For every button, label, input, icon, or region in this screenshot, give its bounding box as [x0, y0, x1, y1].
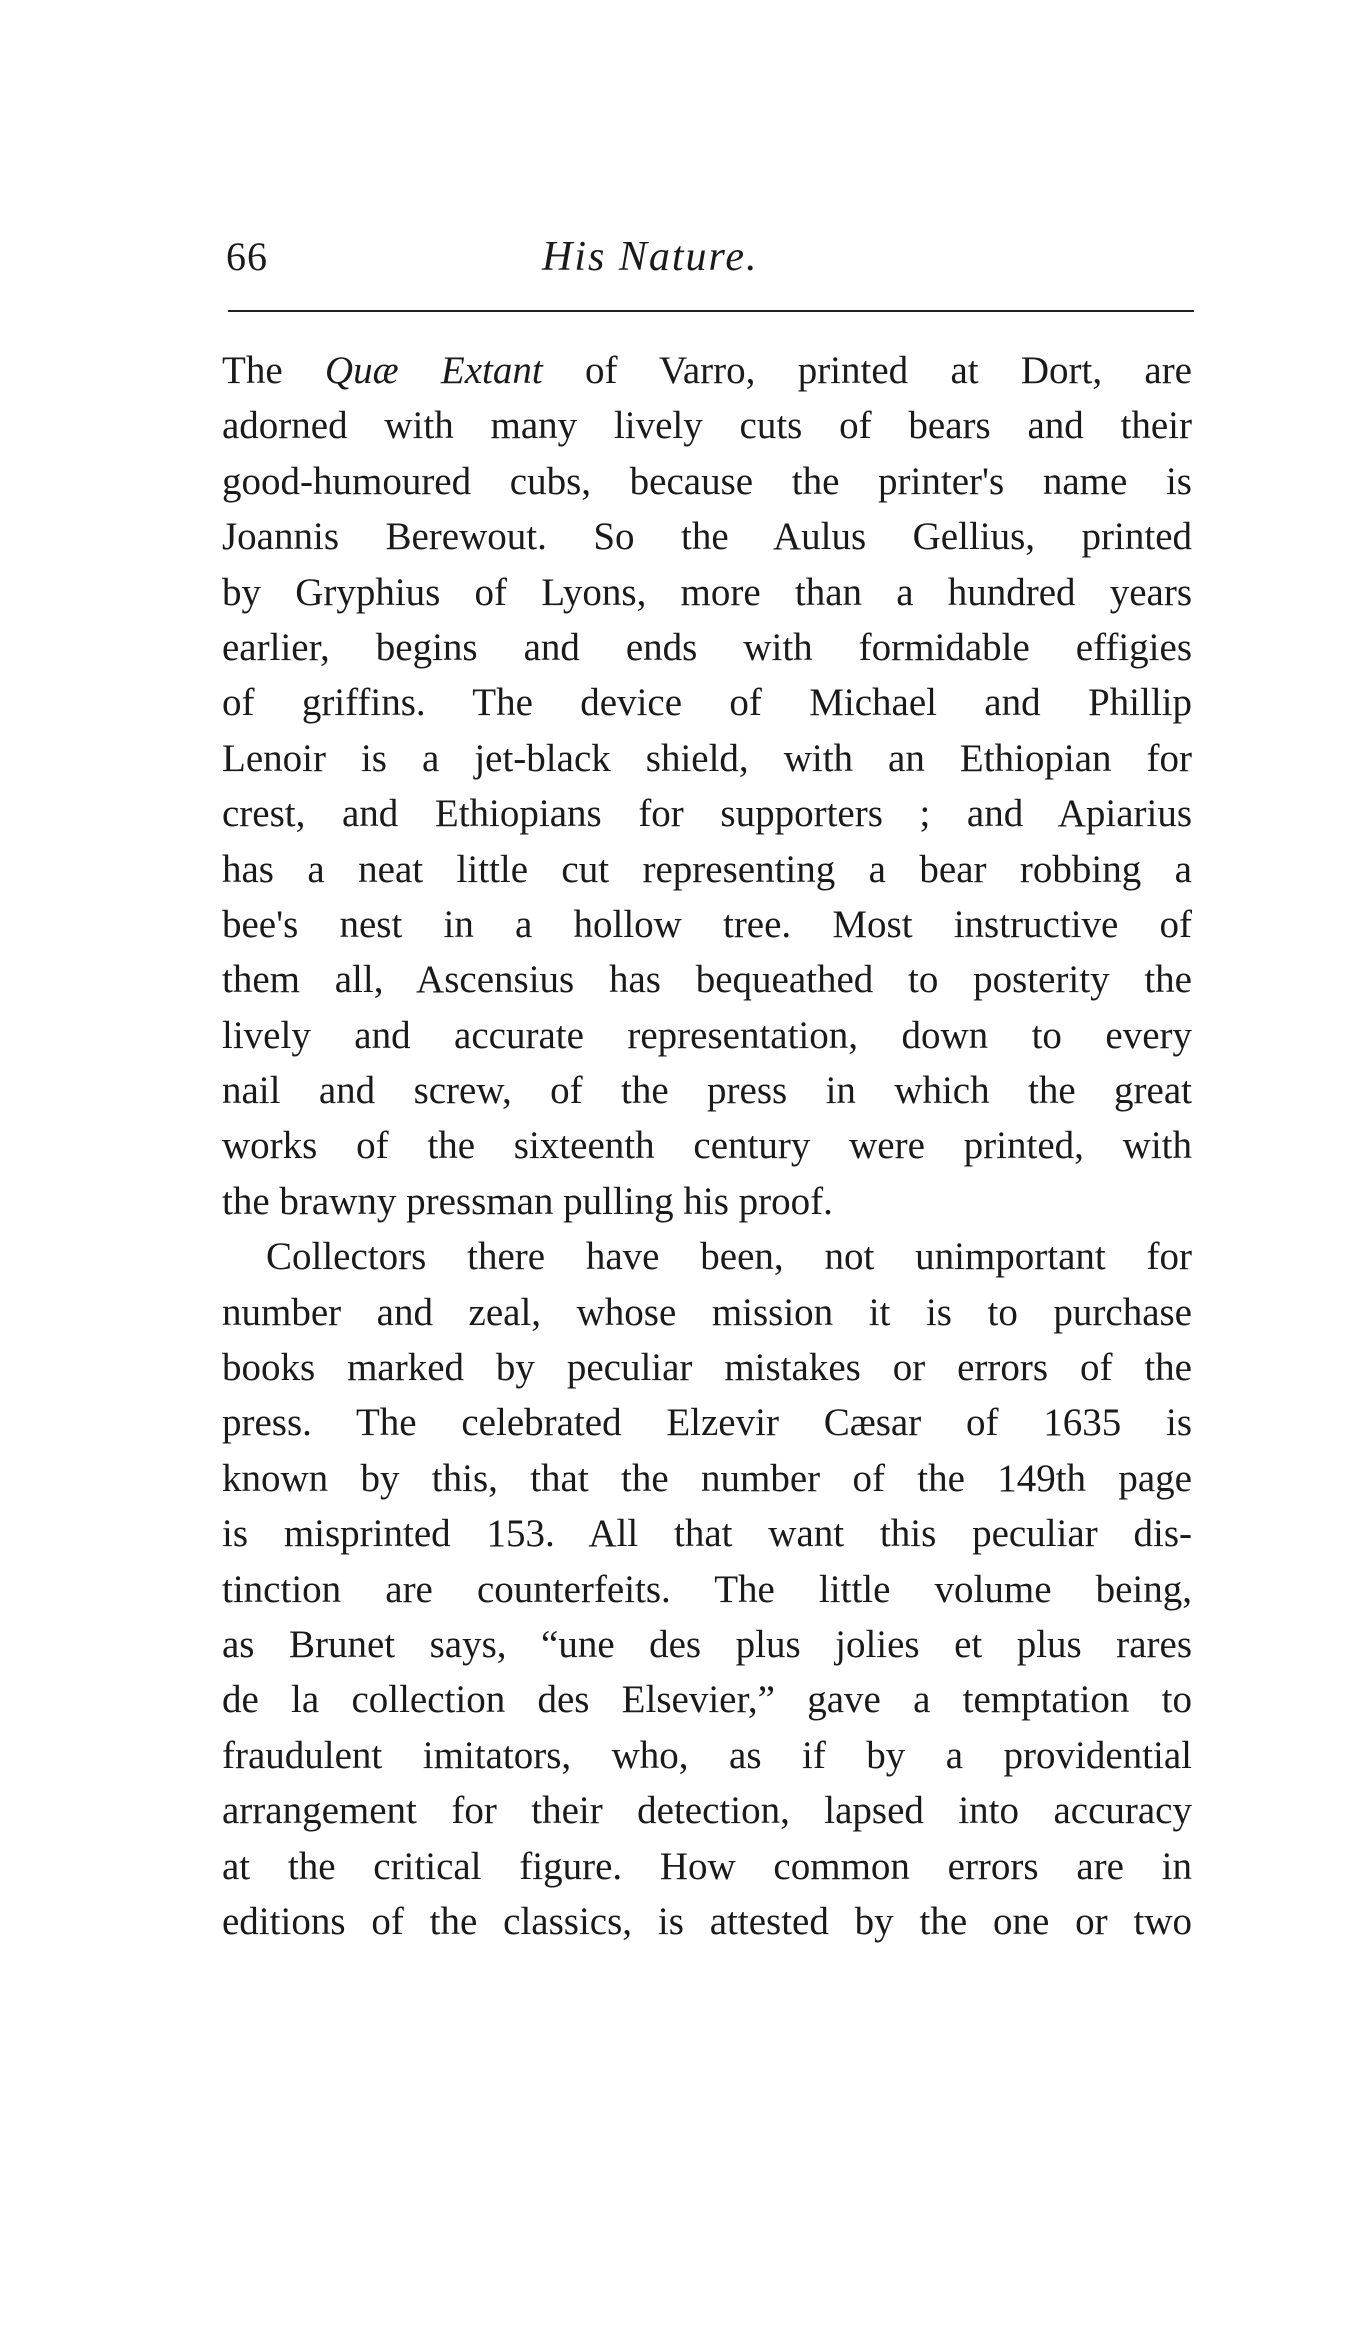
text-line: bee's nest in a hollow tree. Most instructive of	[222, 902, 1192, 946]
text-line: as Brunet says, “une des plus jolies et plus rares	[222, 1622, 1192, 1666]
text-line: works of the sixteenth century were printed, with	[222, 1124, 1192, 1168]
text-line: of griffins. The device of Michael and Phillip	[222, 681, 1192, 725]
paragraph-2	[222, 1229, 1192, 1949]
text-line: known by this, that the number of the 149th page	[222, 1456, 1192, 1500]
text-line: press. The celebrated Elzevir Cæsar of 1635 is	[222, 1401, 1192, 1445]
text-line: tinction are counterfeits. The little volume being,	[222, 1567, 1192, 1611]
text-line: number and zeal, whose mission it is to purchase	[222, 1290, 1192, 1334]
text-line: arrangement for their detection, lapsed into accuracy	[222, 1789, 1192, 1833]
text-line: is misprinted 153. All that want this peculiar dis-	[222, 1512, 1192, 1556]
page-number: 66	[226, 234, 268, 279]
text-line: The Quæ Extant of Varro, printed at Dort, are	[222, 349, 1192, 392]
text-line: books marked by peculiar mistakes or errors of the	[222, 1346, 1192, 1390]
text-line: good-humoured cubs, because the printer's name is	[222, 459, 1192, 503]
text-line: at the critical figure. How common errors are in	[222, 1844, 1192, 1888]
page-header	[222, 225, 1192, 295]
text-line: crest, and Ethiopians for supporters ; and Apiarius	[222, 792, 1192, 836]
running-title: His Nature.	[542, 234, 759, 280]
text-line: has a neat little cut representing a bear robbing a	[222, 847, 1192, 891]
text-line: Lenoir is a jet-black shield, with an Ethiopian for	[222, 736, 1192, 780]
text-line: the brawny pressman pulling his proof.	[222, 1179, 833, 1223]
paragraph-1	[222, 343, 1192, 1229]
text-line: them all, Ascensius has bequeathed to posterity the	[222, 958, 1192, 1002]
text-line: lively and accurate representation, down to every	[222, 1013, 1192, 1057]
text-line: by Gryphius of Lyons, more than a hundred years	[222, 570, 1192, 614]
text-line: de la collection des Elsevier,” gave a temptation to	[222, 1678, 1192, 1722]
header-rule	[228, 310, 1194, 312]
text-line: earlier, begins and ends with formidable effigies	[222, 625, 1192, 669]
text-line: Collectors there have been, not unimportant for	[266, 1235, 1192, 1279]
text-line: nail and screw, of the press in which the great	[222, 1069, 1192, 1113]
text-line: editions of the classics, is attested by the one or two	[222, 1899, 1192, 1943]
text-line: fraudulent imitators, who, as if by a providential	[222, 1733, 1192, 1777]
italic-title: Quæ Extant	[324, 349, 543, 392]
text-line: Joannis Berewout. So the Aulus Gellius, printed	[222, 515, 1192, 559]
body-text	[222, 343, 1192, 1949]
text-line: adorned with many lively cuts of bears and their	[222, 404, 1192, 448]
